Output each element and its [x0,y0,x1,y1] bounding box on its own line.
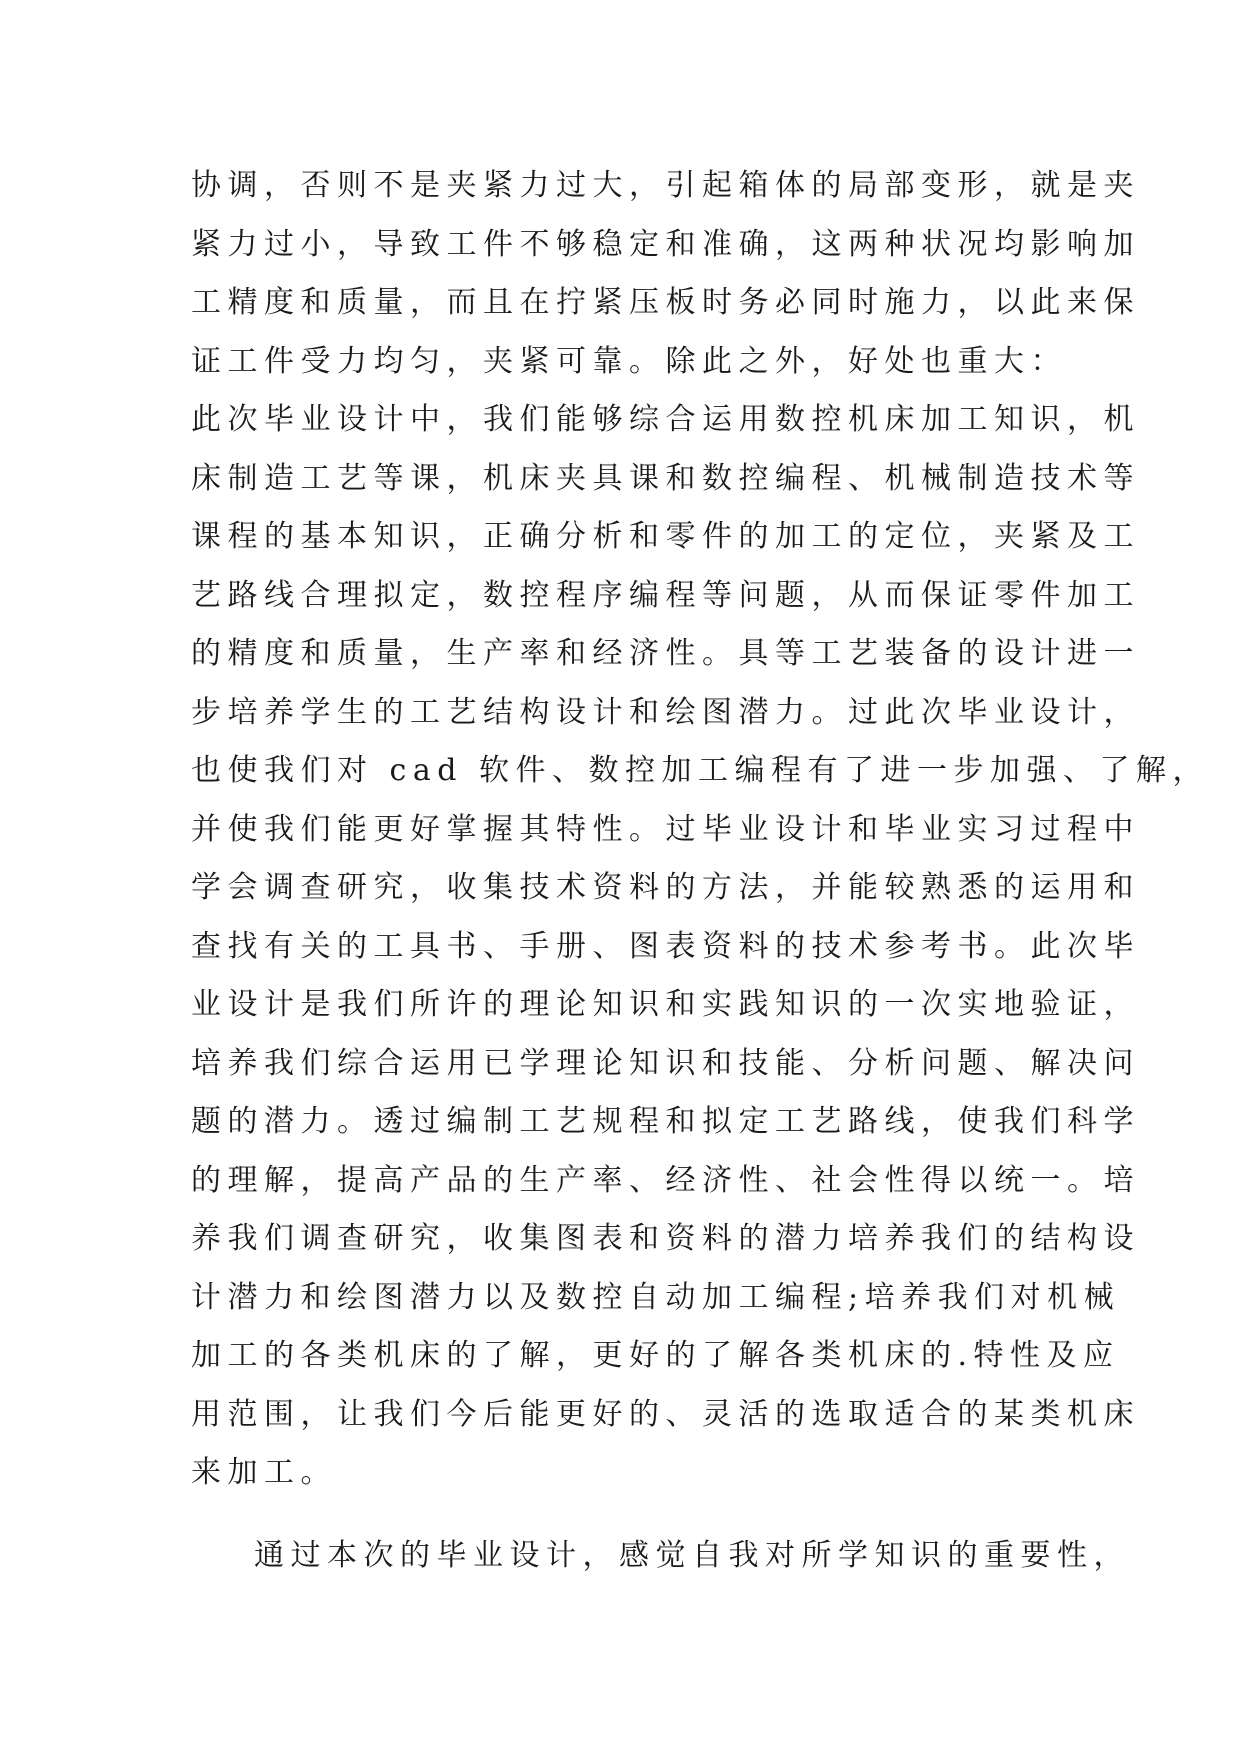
text-line: 此次毕业设计中，我们能够综合运用数控机床加工知识，机 [191,402,1140,437]
text-line: 题的潜力。透过编制工艺规程和拟定工艺路线，使我们科学 [191,1104,1140,1139]
text-line: 证工件受力均匀，夹紧可靠。除此之外，好处也重大： [191,343,1067,379]
text-line: 用范围，让我们今后能更好的、灵活的选取适合的某类机床 [191,1396,1140,1432]
paragraph [191,157,1140,391]
text-line: 艺路线合理拟定，数控程序编程等问题，从而保证零件加工 [191,577,1140,613]
text-line: 也使我们对 cad 软件、数控加工编程有了进一步加强、了解， [191,753,1209,788]
body-text [191,157,1209,1585]
text-line: 来加工。 [191,1455,337,1490]
text-line: 计潜力和绘图潜力以及数控自动加工编程;培养我们对机械 [191,1279,1121,1315]
paragraph-gap [191,1503,1071,1527]
text-line: 通过本次的毕业设计，感觉自我对所学知识的重要性， [254,1537,1130,1573]
text-line: 培养我们综合运用已学理论知识和技能、分析问题、解决问 [191,1045,1140,1081]
text-line: 床制造工艺等课，机床夹具课和数控编程、机械制造技术等 [191,460,1140,496]
text-line: 协调，否则不是夹紧力过大，引起箱体的局部变形，就是夹 [191,168,1140,203]
text-line: 查找有关的工具书、手册、图表资料的技术参考书。此次毕 [191,928,1140,964]
text-line: 步培养学生的工艺结构设计和绘图潜力。过此次毕业设计， [191,694,1140,730]
text-line: 的理解，提高产品的生产率、经济性、社会性得以统一。培 [191,1162,1140,1198]
paragraph [191,1527,1130,1586]
text-line: 养我们调查研究，收集图表和资料的潜力培养我们的结构设 [191,1221,1140,1256]
text-line: 的精度和质量，生产率和经济性。具等工艺装备的设计进一 [191,636,1140,671]
text-line: 加工的各类机床的了解，更好的了解各类机床的.特性及应 [191,1338,1120,1373]
paragraph [191,391,1209,1503]
text-line: 并使我们能更好掌握其特性。过毕业设计和毕业实习过程中 [191,811,1140,847]
text-line: 工精度和质量，而且在拧紧压板时务必同时施力，以此来保 [191,285,1140,320]
text-line: 学会调查研究，收集技术资料的方法，并能较熟悉的运用和 [191,870,1140,905]
text-line: 紧力过小，导致工件不够稳定和准确，这两种状况均影响加 [191,226,1140,262]
text-line: 业设计是我们所许的理论知识和实践知识的一次实地验证， [191,987,1140,1022]
text-line: 课程的基本知识，正确分析和零件的加工的定位，夹紧及工 [191,519,1140,554]
